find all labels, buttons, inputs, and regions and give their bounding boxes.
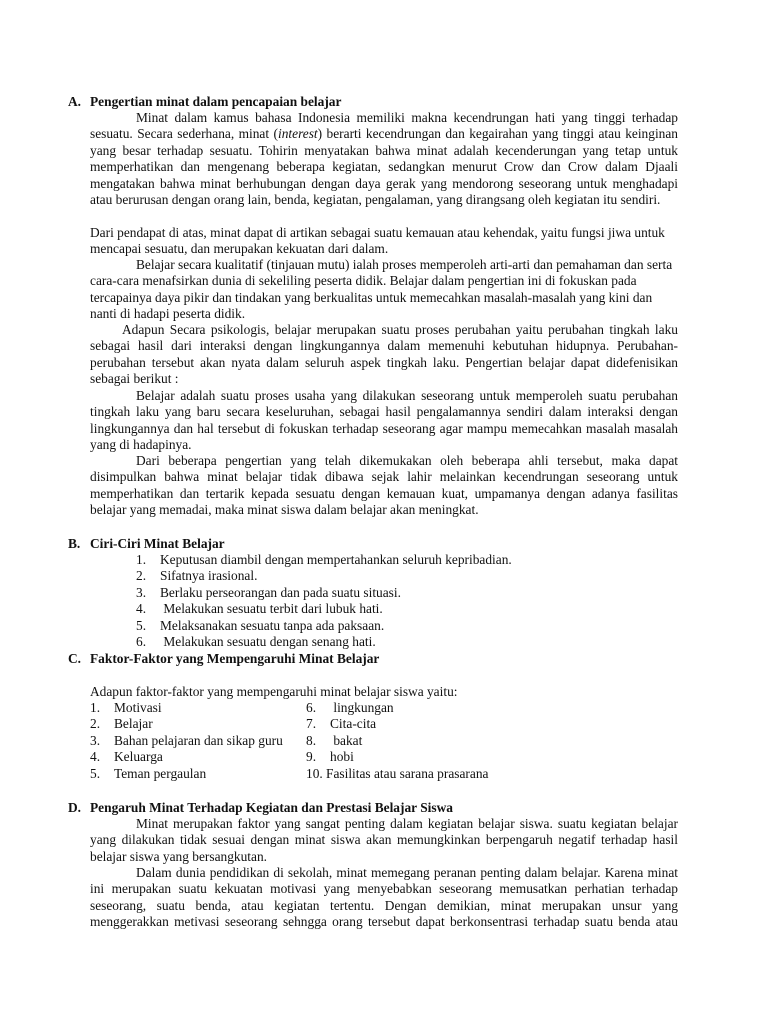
section-a-paragraph-3: Belajar secara kualitatif (tinjauan mutu) ialah proses memperoleh arti-arti dan pemahaman dan serta cara-cara menafsirkan dunia di sekeliling peserta didik. Belajar dalam pengertian ini di fokuskan pada tercapainya daya pikir dan tindakan yang berkualitas untuk memecahkan masalah-masalah yang kini dan nanti di hadapi peserta didik. [90,257,673,322]
list-item-text: Fasilitas atau sarana prasarana [326,765,489,781]
section-d-paragraph-2: Dalam dunia pendidikan di sekolah, minat memegang peranan penting dalam belajar. Karena minat ini merupakan suatu kekuatan motivasi yang menyebabkan seseorang memusatkan perhatian terhadap seseorang, suatu benda, atau kegiatan tertentu. Dengan demikian, minat merupakan unsur yang menggerakkan metivasi seseorang sehngga orang tersebut dapat berkonsentrasi terhadap suatu benda atau [90,865,678,930]
list-item-text: Bahan pelajaran dan sikap guru [114,732,283,748]
section-c-title: Faktor-Faktor yang Mempengaruhi Minat Belajar [90,651,380,666]
list-item-text: Sifatnya irasional. [160,568,258,584]
list-item-number: 4. [136,601,147,617]
section-c-letter: C. [68,651,82,666]
section-d-paragraph-1: Minat merupakan faktor yang sangat penting dalam kegiatan belajar siswa. suatu kegiatan belajar yang dilakukan tidak sesuai dengan minat siswa akan memungkinkan berpengaruh negatif terhadap hasil belajar siswa yang bersangkutan. [90,816,678,864]
section-a-paragraph-6: Dari beberapa pengertian yang telah dikemukakan oleh beberapa ahli tersebut, maka dapat disimpulkan bahwa minat belajar tidak dibawa sejak lahir melainkan kecendrungan seseorang untuk memperhatikan dan tertarik kepada sesuatu dengan kemauan kuat, umpamanya dengan adanya fasilitas belajar yang memadai, maka minat siswa dalam belajar akan meningkat. [90,453,678,518]
section-a-p1-italic-term: interest [277,126,318,142]
list-item-number: 3. [136,584,147,600]
list-item-number: 1. [90,700,101,715]
list-item-number: 3. [90,732,101,748]
list-item-text: lingkungan [330,700,394,715]
list-item [306,749,488,765]
list-item-number: 4. [90,749,101,765]
list-item-text: Teman pergaulan [114,765,207,781]
section-c-list-right [306,700,488,782]
list-item [136,568,512,584]
list-item-text: Keluarga [114,749,163,765]
list-item [306,733,488,749]
list-item [90,700,283,716]
list-item-text: Melakukan sesuatu dengan senang hati. [160,633,376,649]
list-item-number: 2. [136,568,147,584]
list-item-number: 6. [136,633,147,649]
list-item-number: 10. [306,765,323,781]
section-d-title: Pengaruh Minat Terhadap Kegiatan dan Prestasi Belajar Siswa [90,800,453,815]
list-item-text: Berlaku perseorangan dan pada suatu situasi. [160,584,401,600]
list-item-number: 1. [136,552,147,567]
section-a-letter: A. [68,94,82,109]
list-item [306,766,488,782]
section-c-intro: Adapun faktor-faktor yang mempengaruhi minat belajar siswa yaitu: [90,684,458,699]
list-item [136,634,512,650]
list-item-text: bakat [330,732,363,748]
section-c-list-left [90,700,283,782]
list-item [90,716,283,732]
section-a-paragraph-2: Dari pendapat di atas, minat dapat di artikan sebagai suatu kemauan atau kehendak, yaitu fungsi jiwa untuk mencapai sesuatu, dan merupakan kekuatan dari dalam. [90,225,665,257]
list-item-text: Melaksanakan sesuatu tanpa ada paksaan. [160,617,385,633]
list-item-text: hobi [330,749,354,765]
list-item [90,733,283,749]
list-item-number: 8. [306,732,317,748]
list-item-number: 2. [90,716,101,732]
list-item-text: Keputusan diambil dengan mempertahankan seluruh kepribadian. [160,552,512,567]
list-item-text: Belajar [114,716,153,732]
list-item [136,552,512,568]
section-a-paragraph-1 [90,110,678,208]
list-item [306,700,488,716]
section-b-letter: B. [68,536,81,551]
list-item [90,749,283,765]
section-a-paragraph-4: Adapun Secara psikologis, belajar merupakan suatu proses perubahan yaitu perubahan tingkah laku sebagai hasil dari interaksi dengan lingkungannya dalam memenuhi kebutuhan hidupnya. Perubahan-perubahan tersebut akan nyata dalam seluruh aspek tingkah laku. Pengertian belajar dapat didefenisikan sebagai berikut : [90,322,678,387]
section-a-title: Pengertian minat dalam pencapaian belajar [90,94,342,109]
section-a-p1-text-end: ) berarti kecendrungan dan kegairahan yang tinggi atau keinginan yang besar terhadap sesuatu. Tohirin menyatakan bahwa minat adalah kecenderungan yang tetap untuk memperhatikan dan mengenang beberapa kegiatan, sedangkan menurut Crow dan Crow dalam Djaali mengatakan bahwa minat berhubungan dengan daya gerak yang mendorong seseorang untuk menghadapi atau berurusan dengan orang lain, benda, kegiatan, pengalaman, yang dirangsang oleh kegiatan itu sendiri. [90,126,679,208]
list-item-text: Cita-cita [330,716,377,732]
list-item [306,716,488,732]
list-item-number: 9. [306,749,317,765]
list-item-number: 6. [306,700,317,715]
list-item [136,585,512,601]
section-a-paragraph-5: Belajar adalah suatu proses usaha yang dilakukan seseorang untuk memperoleh suatu perubahan tingkah laku yang baru secara keseluruhan, sebagai hasil pengalamannya sendiri dalam interaksi dengan lingkungannya dan hal tersebut di fokuskan terhadap seseorang agar mampu memecahkan masalah masalah yang di hadapinya. [90,388,678,453]
list-item-number: 7. [306,716,317,732]
list-item [136,601,512,617]
list-item [90,766,283,782]
list-item-text: Melakukan sesuatu terbit dari lubuk hati. [160,601,383,617]
section-b-title: Ciri-Ciri Minat Belajar [90,536,225,551]
list-item [136,618,512,634]
list-item-number: 5. [136,617,147,633]
section-d-letter: D. [68,800,82,815]
section-b-list [136,552,512,650]
list-item-number: 5. [90,765,101,781]
section-a-p1-text-start: Minat dalam kamus bahasa Indonesia memiliki makna kecendrungan hati yang tinggi terhadap sesuatu. Secara sederhana, minat ( [90,110,678,142]
list-item-text: Motivasi [114,700,162,715]
